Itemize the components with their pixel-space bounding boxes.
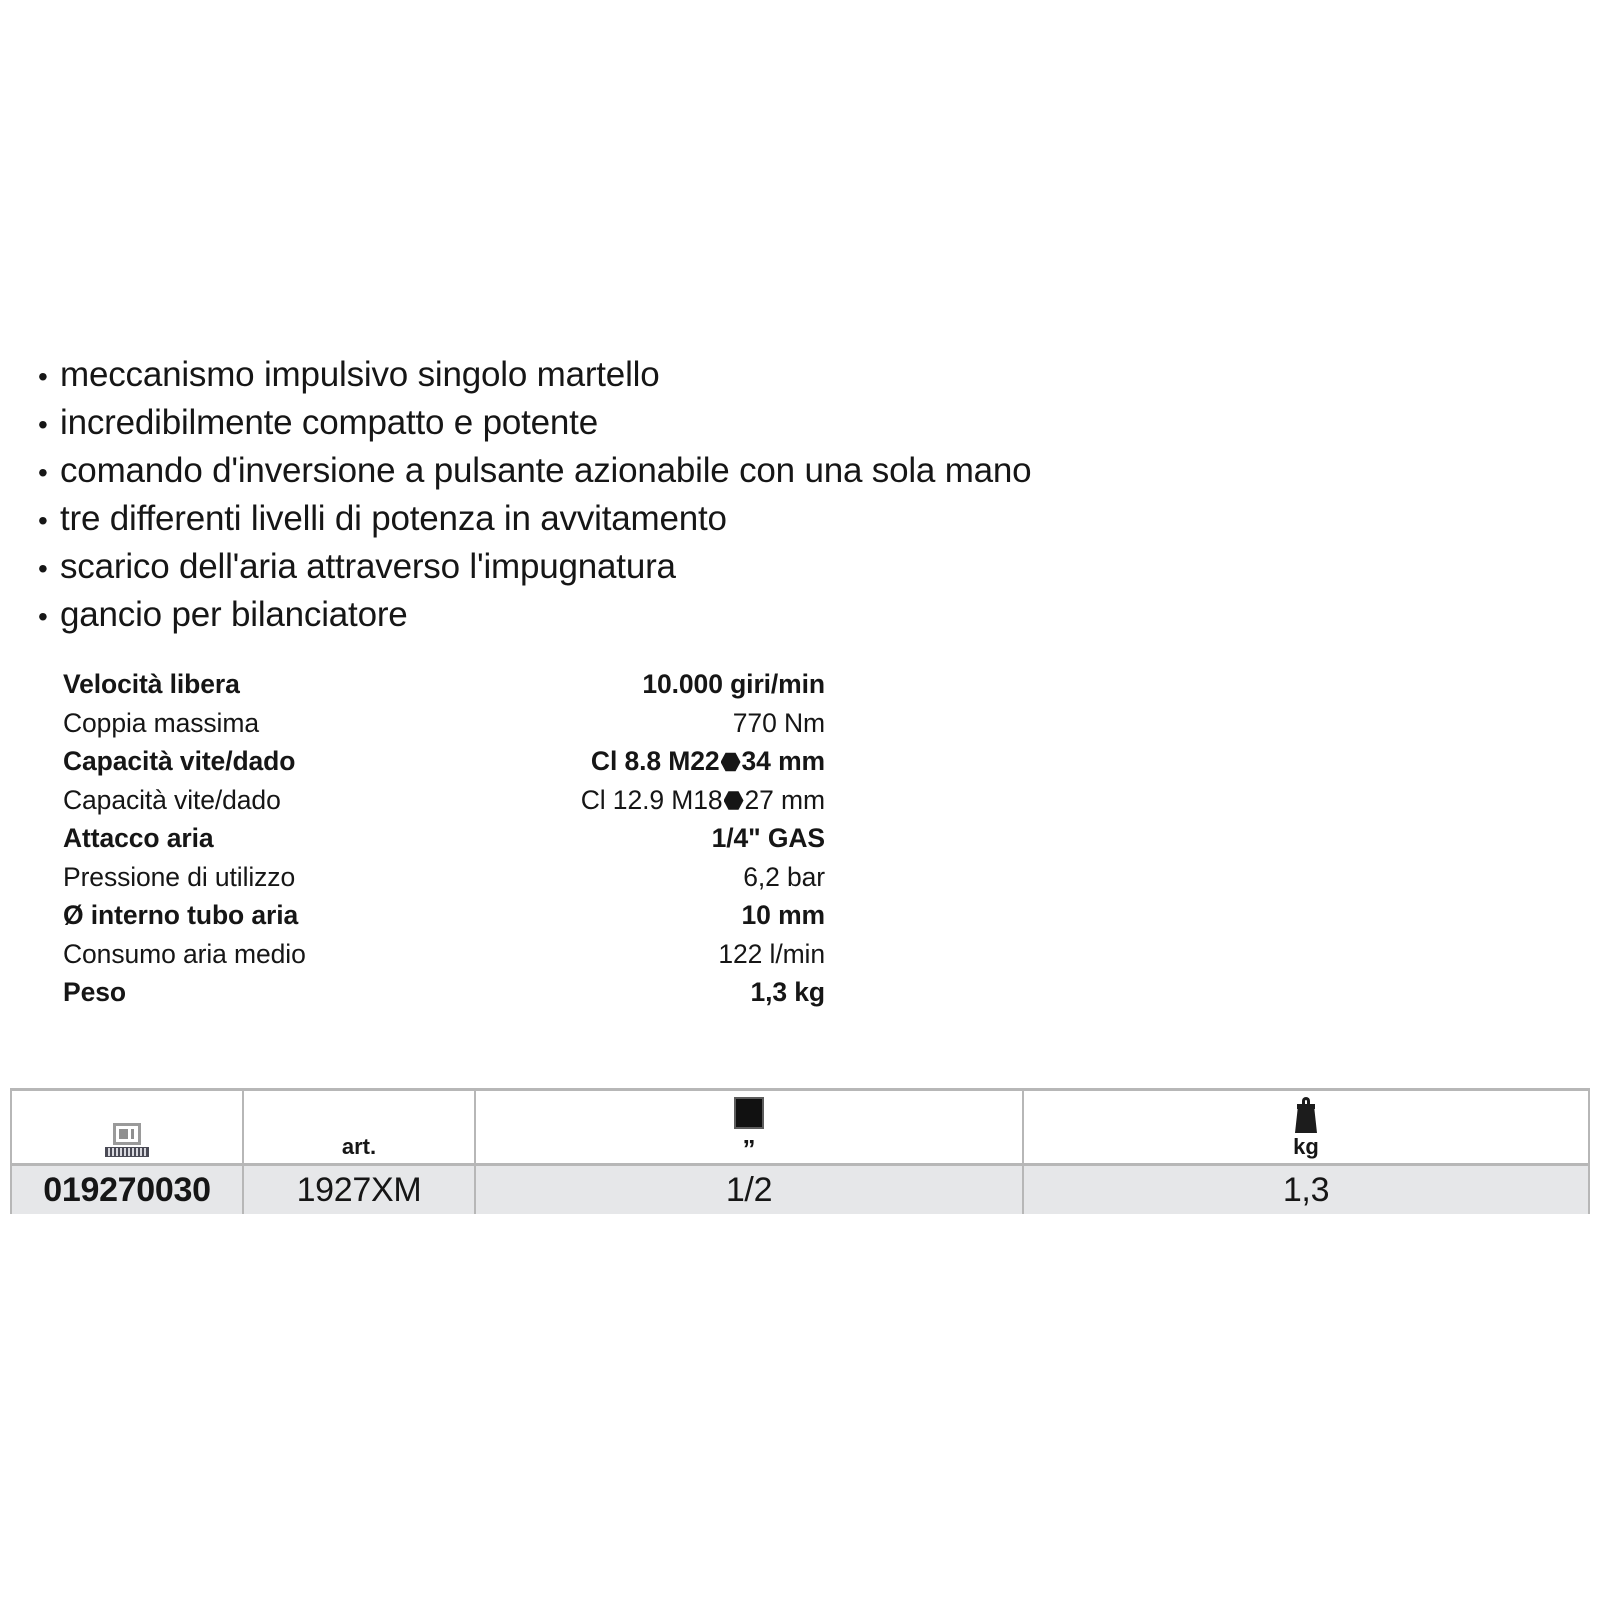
square-drive-icon: [734, 1097, 764, 1129]
spec-label: Ø interno tubo aria: [63, 900, 299, 930]
article-table: [10, 1088, 1590, 1214]
bullet-icon: •: [38, 409, 48, 440]
spec-value-thread: Cl 12.9 M18: [580, 784, 723, 815]
spec-row: [63, 781, 825, 820]
barcode-icon: [105, 1123, 149, 1157]
hex-nut-icon: [724, 791, 744, 811]
spec-row: [63, 858, 825, 897]
spec-row: [63, 665, 825, 704]
spec-value: 10.000 giri/min: [642, 669, 825, 699]
column-header-art: [243, 1090, 475, 1165]
spec-row: [63, 742, 825, 781]
spec-row: [63, 973, 825, 1012]
spec-label: Consumo aria medio: [63, 938, 306, 969]
spec-value: 6,2 bar: [743, 861, 825, 892]
feature-list: [38, 352, 1338, 640]
spec-label: Capacità vite/dado: [63, 784, 281, 815]
feature-list-item-label: scarico dell'aria attraverso l'impugnatura: [60, 547, 676, 586]
column-header-code: [11, 1090, 243, 1165]
column-header-weight-unit: kg: [1293, 1134, 1319, 1159]
cell-drive: 1/2: [475, 1165, 1023, 1215]
spec-value: 1,3 kg: [750, 977, 825, 1007]
spec-label: Pressione di utilizzo: [63, 861, 296, 892]
feature-list-item: [38, 544, 1338, 592]
feature-list-item-label: comando d'inversione a pulsante azionabile con una sola mano: [60, 451, 1032, 490]
column-header-drive: [475, 1090, 1023, 1165]
spec-row: [63, 935, 825, 974]
bullet-icon: •: [38, 361, 48, 392]
spec-value: [591, 742, 825, 781]
weight-icon: [1291, 1097, 1321, 1133]
cell-art: 1927XM: [243, 1165, 475, 1215]
spec-value-wrench: 27 mm: [744, 784, 825, 815]
bullet-icon: •: [38, 601, 48, 632]
spec-row: [63, 896, 825, 935]
spec-row: [63, 704, 825, 743]
spec-label: Coppia massima: [63, 707, 259, 738]
spec-value-wrench: 34 mm: [741, 746, 825, 776]
spec-label: Attacco aria: [63, 823, 214, 853]
table-header-row: [11, 1090, 1589, 1165]
spec-value: 1/4" GAS: [711, 823, 825, 853]
feature-list-item: [38, 496, 1338, 544]
feature-list-item: [38, 592, 1338, 640]
spec-row: [63, 819, 825, 858]
cell-code: 019270030: [11, 1165, 243, 1215]
feature-list-item: [38, 448, 1338, 496]
spec-value: [581, 781, 825, 820]
spec-label: Velocità libera: [63, 669, 240, 699]
feature-list-item: [38, 400, 1338, 448]
feature-list-item-label: incredibilmente compatto e potente: [60, 403, 598, 442]
column-header-art-unit: art.: [341, 1134, 377, 1159]
spec-value: 122 l/min: [718, 938, 825, 969]
spec-label: Peso: [63, 977, 126, 1007]
spec-label: Capacità vite/dado: [63, 746, 296, 776]
bullet-icon: •: [38, 457, 48, 488]
column-header-weight: [1023, 1090, 1589, 1165]
feature-list-item: [38, 352, 1338, 400]
feature-list-item-label: gancio per bilanciatore: [60, 595, 408, 634]
spec-value: 770 Nm: [732, 707, 825, 738]
bullet-icon: •: [38, 505, 48, 536]
feature-list-item-label: meccanismo impulsivo singolo martello: [60, 355, 660, 394]
spec-value-thread: Cl 8.8 M22: [590, 746, 720, 776]
specification-list: [63, 665, 825, 1012]
spec-value: 10 mm: [741, 900, 825, 930]
hex-nut-icon: [721, 752, 741, 772]
cell-weight: 1,3: [1023, 1165, 1589, 1215]
table-row: [11, 1165, 1589, 1215]
column-header-drive-unit: ”: [742, 1134, 756, 1164]
bullet-icon: •: [38, 553, 48, 584]
feature-list-item-label: tre differenti livelli di potenza in avvitamento: [60, 499, 727, 538]
